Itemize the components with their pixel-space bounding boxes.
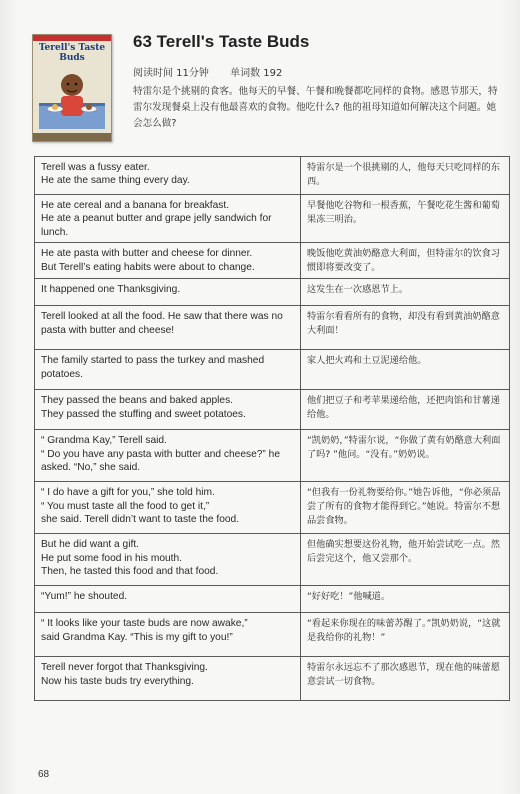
table-row [35,430,510,482]
english-text: But he did want a gift. He put some food in his mouth. Then, he tasted this food and that food. [35,534,301,586]
chinese-translation: “但我有一份礼物要给你。”她告诉他，“你必须品尝了所有的食物才能得到它。”她说。特雷尔不想品尝食物。 [301,482,510,534]
table-row [35,586,510,613]
english-text: It happened one Thanksgiving. [35,279,301,306]
boy-illustration [39,65,105,129]
word-count: 单词数 192 [230,68,283,79]
bilingual-table-body [35,157,510,701]
chinese-translation: 这发生在一次感恩节上。 [301,279,510,306]
table-row [35,306,510,350]
page-number: 68 [38,769,50,780]
table-row [35,613,510,657]
chinese-translation: “好好吃！”他喊道。 [301,586,510,613]
english-text: “ I do have a gift for you,” she told him. “ You must taste all the food to get it,” she said. Terell didn’t want to taste the food. [35,482,301,534]
cover-band [33,35,111,41]
story-summary: 特雷尔是个挑剔的食客。他每天的早餐、午餐和晚餐都吃同样的食物。感恩节那天，特雷尔发现餐桌上没有他最喜欢的食物。他吃什么? 他的祖母知道如何解决这个问题。她会怎么做? [133,86,498,129]
table-row [35,279,510,306]
table-row [35,243,510,279]
chinese-translation: “看起来你现在的味蕾苏醒了。”凯奶奶说，“这就是我给你的礼物！” [301,613,510,657]
chinese-translation: 特雷尔看看所有的食物，却没有看到黄油奶酪意大利面！ [301,306,510,350]
book-cover-image [32,34,112,142]
story-meta [133,64,300,79]
table-row [35,534,510,586]
english-text: “ It looks like your taste buds are now awake,” said Grandma Kay. “This is my gift to you!” [35,613,301,657]
table-row [35,157,510,195]
chinese-translation: 晚饭他吃黄油奶酪意大利面，但特雷尔的饮食习惯即将要改变了。 [301,243,510,279]
chinese-translation: 特雷尔永远忘不了那次感恩节，现在他的味蕾愿意尝试一切食物。 [301,657,510,701]
table-row [35,657,510,701]
table-row [35,350,510,390]
chinese-translation: 家人把火鸡和土豆泥递给他。 [301,350,510,390]
english-text: Terell looked at all the food. He saw that there was no pasta with butter and cheese! [35,306,301,350]
english-text: He ate cereal and a banana for breakfast. He ate a peanut butter and grape jelly sandwich for lunch. [35,195,301,243]
english-text: He ate pasta with butter and cheese for dinner. But Terell’s eating habits were about to change. [35,243,301,279]
chinese-translation: 早餐他吃谷物和一根香蕉，午餐吃花生酱和葡萄果冻三明治。 [301,195,510,243]
cover-title: Terell's Taste Buds [38,43,106,63]
table-row [35,390,510,430]
reading-time: 阅读时间 11分钟 [133,68,209,79]
chinese-translation: 他们把豆子和考苹果递给他，还把肉馅和甘薯递给他。 [301,390,510,430]
english-text: “ Grandma Kay,” Terell said. “ Do you have any pasta with butter and cheese?” he asked. “No,” she said. [35,430,301,482]
story-title: 63 Terell's Taste Buds [133,32,310,51]
chinese-translation: 特雷尔是一个很挑剔的人，他每天只吃同样的东西。 [301,157,510,195]
bilingual-table [34,156,510,701]
english-text: Terell was a fussy eater. He ate the same thing every day. [35,157,301,195]
english-text: Terell never forgot that Thanksgiving. Now his taste buds try everything. [35,657,301,701]
chinese-translation: “凯奶奶，”特雷尔说，“你做了黄有奶酪意大利面了吗? ”他问。“没有。”奶奶说。 [301,430,510,482]
english-text: “Yum!” he shouted. [35,586,301,613]
english-text: They passed the beans and baked apples. They passed the stuffing and sweet potatoes. [35,390,301,430]
chinese-translation: 但他确实想要这份礼物，他开始尝试吃一点。然后尝完这个，他又尝那个。 [301,534,510,586]
english-text: The family started to pass the turkey and mashed potatoes. [35,350,301,390]
table-row [35,482,510,534]
cover-footer [33,133,111,141]
table-row [35,195,510,243]
